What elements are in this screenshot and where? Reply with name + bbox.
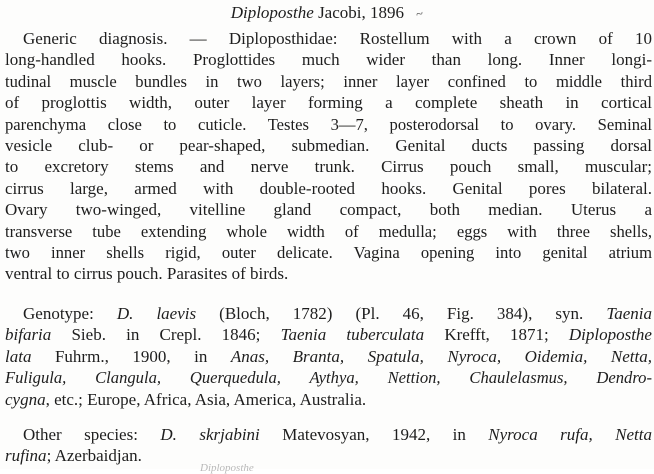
pencil-mark: ~ <box>414 5 425 22</box>
text-line <box>0 445 654 466</box>
text-line: ventral to cirrus pouch. Parasites of birds. <box>5 264 289 284</box>
text-line: transverse tube extending whole width of medulla; eggs with three shells, <box>5 221 652 241</box>
text-line: Generic diagnosis. — Diploposthidae: Rostellum with a crown of 10 <box>23 29 652 48</box>
citation-text: (Bloch, 1782) (Pl. 46, Fig. 384), syn. <box>196 304 607 323</box>
genus-author-year: Jacobi, 1896 <box>318 3 404 22</box>
text-line <box>0 389 654 410</box>
other-species-label: Other species: <box>23 425 161 444</box>
text-line <box>0 324 654 345</box>
citation-text: Fuhrm., 1900, in <box>31 346 231 366</box>
synonym-genus: Diploposthe <box>568 325 652 345</box>
species-name: D. skrjabini <box>160 425 260 444</box>
genus-heading <box>0 2 654 25</box>
citation-text: Krefft, 1871; <box>424 325 569 345</box>
synonym-genus: Taenia <box>606 304 652 323</box>
genotype-paragraph <box>0 303 654 410</box>
text-line <box>0 424 654 445</box>
synonym-name: Taenia tuberculata <box>280 325 425 345</box>
host-genera: Anas, Branta, Spatula, Nyroca, Oidemia, Netta, <box>230 346 652 366</box>
other-species-paragraph <box>0 424 654 467</box>
host-genera: Fuligula, Clangula, Querquedula, Aythya, Nettion, Chaulelasmus, Dendro- <box>5 368 652 388</box>
citation-text: Sieb. in Crepl. 1846; <box>51 325 281 345</box>
bleed-through-text: Diploposthe <box>200 462 254 474</box>
synonym-species: lata <box>5 346 32 366</box>
text-line: parenchyma close to cuticle. Testes 3—7, posterodorsal to ovary. Seminal <box>5 114 652 134</box>
text-line <box>0 367 654 388</box>
text-line: cirrus large, armed with double-rooted hooks. Genital pores bilateral. <box>5 178 652 198</box>
host-species: rufina <box>5 446 47 466</box>
text-line: two inner shells rigid, outer delicate. Vagina opening into genital atrium <box>5 243 652 263</box>
text-line: of proglottis width, outer layer forming a complete sheath in cortical <box>5 93 652 113</box>
host-genera: cygna <box>5 389 46 409</box>
host-species: Nyroca rufa, Netta <box>488 425 652 444</box>
species-name: D. laevis <box>116 304 197 323</box>
distribution-text: , etc.; Europe, Africa, Asia, America, Australia. <box>45 389 367 409</box>
locality-text: ; Azerbaidjan. <box>46 446 142 466</box>
text-line: Ovary two-winged, vitelline gland compact, both median. Uterus a <box>5 200 652 220</box>
text-line <box>0 346 654 367</box>
citation-text: Matevosyan, 1942, in <box>259 425 489 444</box>
generic-diagnosis-paragraph <box>0 28 654 285</box>
text-line: long-handled hooks. Proglottides much wider than long. Inner longi- <box>5 50 652 70</box>
text-line: to excretory stems and nerve trunk. Cirrus pouch small, muscular; <box>5 157 652 177</box>
text-line <box>0 303 654 324</box>
text-line: tudinal muscle bundles in two layers; inner layer confined to middle third <box>5 71 652 91</box>
synonym-species: bifaria <box>5 325 52 345</box>
text-line: vesicle club- or pear-shaped, submedian. Genital ducts passing dorsal <box>5 136 652 156</box>
genotype-label: Genotype: <box>23 304 117 323</box>
genus-name: Diploposthe <box>230 3 314 22</box>
